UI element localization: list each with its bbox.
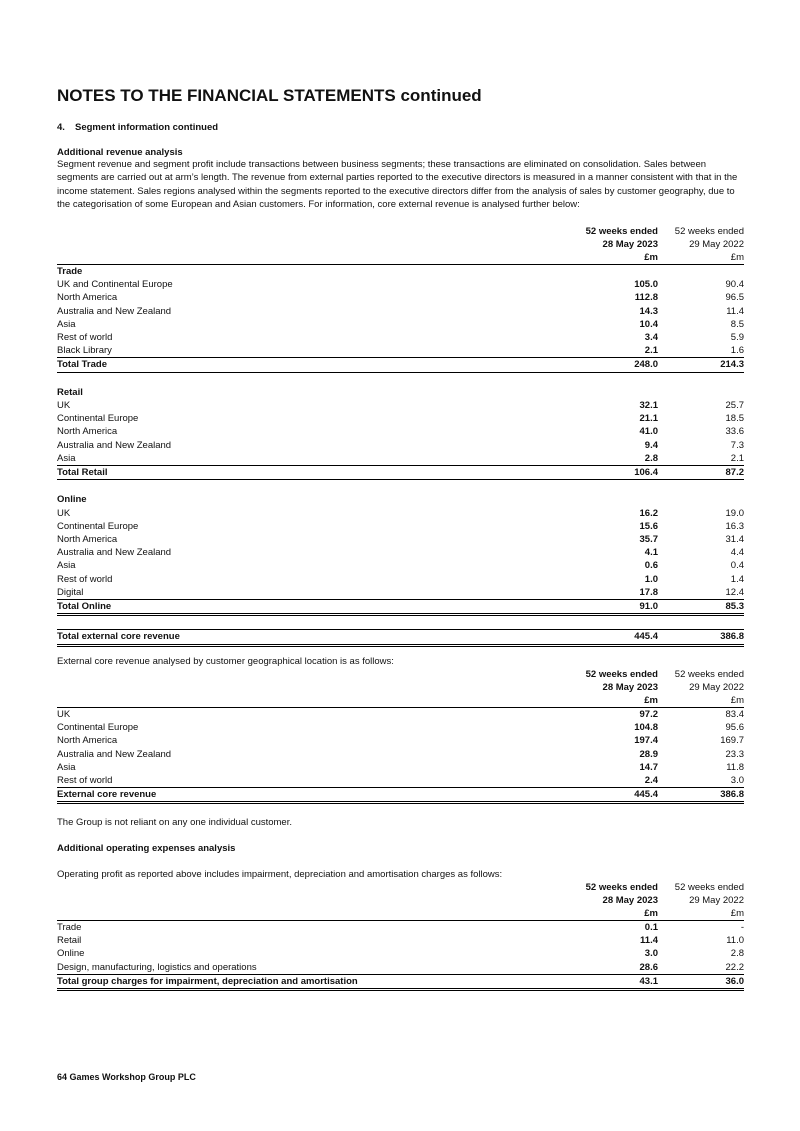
revenue-paragraph: Segment revenue and segment profit include transactions between business segments; these transactions are eliminated on consolidation. Sales between segments are carried out at arm’s length. The revenue from external parties reported to the executive directors is measured in a manner consistent with that in the income statement. Sales regions analysed within the segments reported to the executive directors differ from the analysis of sales by customer geography, due to the categorisation of some European and Asian customers. For information, core external revenue is analysed further below: (57, 159, 738, 210)
section-label: Segment information continued (75, 122, 219, 133)
revenue-heading: Additional revenue analysis (57, 147, 183, 158)
col-prior-period: 52 weeks ended (674, 226, 744, 237)
table-header-row: £m £m (57, 907, 744, 921)
table-row: UK 32.1 25.7 (57, 400, 744, 412)
table-row: Online 3.0 2.8 (57, 948, 744, 960)
group-heading-trade: Trade (57, 266, 83, 277)
table-row: UK 97.2 83.4 (57, 709, 744, 720)
table-row: Continental Europe 104.8 95.6 (57, 722, 744, 734)
table-header-row: £m £m (57, 694, 744, 708)
col-prior-unit: £m (658, 251, 744, 265)
table-row: Black Library 2.1 1.6 (57, 345, 744, 357)
table-row: North America 35.7 31.4 (57, 534, 744, 546)
table-row: Asia 2.8 2.1 (57, 452, 744, 464)
geo-intro: External core revenue analysed by customer geographical location is as follows: (57, 656, 394, 667)
total-row-online: Total Online 91.0 85.3 (57, 600, 744, 615)
opex-intro: Operating profit as reported above includes impairment, depreciation and amortisation charges as follows: (57, 869, 503, 880)
col-prior-date: 29 May 2022 (689, 239, 744, 250)
group-heading-online: Online (57, 494, 87, 506)
table-row: UK and Continental Europe 105.0 90.4 (57, 279, 744, 291)
table-row: Australia and New Zealand 9.4 7.3 (57, 439, 744, 451)
table-row: Australia and New Zealand 28.9 23.3 (57, 748, 744, 760)
table-row: Design, manufacturing, logistics and operations 28.6 22.2 (57, 961, 744, 973)
grand-total-row: Total external core revenue 445.4 386.8 (57, 630, 744, 645)
page-title: NOTES TO THE FINANCIAL STATEMENTS continued (57, 86, 482, 105)
table-row: Australia and New Zealand 4.1 4.4 (57, 547, 744, 559)
table-row: Asia 14.7 11.8 (57, 761, 744, 773)
charges-table (57, 881, 744, 991)
table-row: Asia 10.4 8.5 (57, 318, 744, 330)
col-current-date: 28 May 2023 (602, 239, 658, 250)
table-header-row: 28 May 2023 29 May 2022 (602, 682, 744, 693)
geography-revenue-table (57, 668, 744, 804)
table-header-row: 52 weeks ended 52 weeks ended (585, 669, 744, 680)
table-row: Continental Europe 15.6 16.3 (57, 520, 744, 532)
table-row: North America 112.8 96.5 (57, 292, 744, 304)
table-row: North America 41.0 33.6 (57, 426, 744, 438)
total-row-charges: Total group charges for impairment, depreciation and amortisation 43.1 36.0 (57, 974, 744, 989)
table-header-row: 52 weeks ended 52 weeks ended (585, 882, 744, 893)
table-row: Rest of world 2.4 3.0 (57, 775, 744, 787)
table-header-row (57, 251, 744, 265)
table-row: Continental Europe 21.1 18.5 (57, 413, 744, 425)
section-number: 4. (57, 122, 65, 133)
table-header-row (57, 238, 744, 251)
table-row: Digital 17.8 12.4 (57, 586, 744, 598)
table-row: Australia and New Zealand 14.3 11.4 (57, 305, 744, 317)
segment-revenue-table (57, 225, 744, 647)
table-row: Trade 0.1 - (57, 922, 744, 933)
page-footer: 64 Games Workshop Group PLC (57, 1072, 196, 1082)
table-row: Asia 0.6 0.4 (57, 560, 744, 572)
opex-heading: Additional operating expenses analysis (57, 843, 236, 854)
total-row-geography: External core revenue 445.4 386.8 (57, 788, 744, 803)
table-header-row (57, 225, 744, 238)
col-current-period: 52 weeks ended (585, 226, 658, 237)
reliance-note: The Group is not reliant on any one individual customer. (57, 817, 292, 828)
table-row: Rest of world 3.4 5.9 (57, 332, 744, 344)
table-row: North America 197.4 169.7 (57, 735, 744, 747)
col-current-unit: £m (572, 251, 658, 265)
table-header-row: 28 May 2023 29 May 2022 (602, 895, 744, 906)
table-row: UK 16.2 19.0 (57, 507, 744, 519)
table-row: Rest of world 1.0 1.4 (57, 573, 744, 585)
total-row-retail: Total Retail 106.4 87.2 (57, 467, 744, 479)
group-heading-retail: Retail (57, 386, 83, 398)
total-row-trade: Total Trade 248.0 214.3 (57, 359, 744, 371)
table-row: Retail 11.4 11.0 (57, 935, 744, 947)
section-heading (57, 122, 218, 133)
